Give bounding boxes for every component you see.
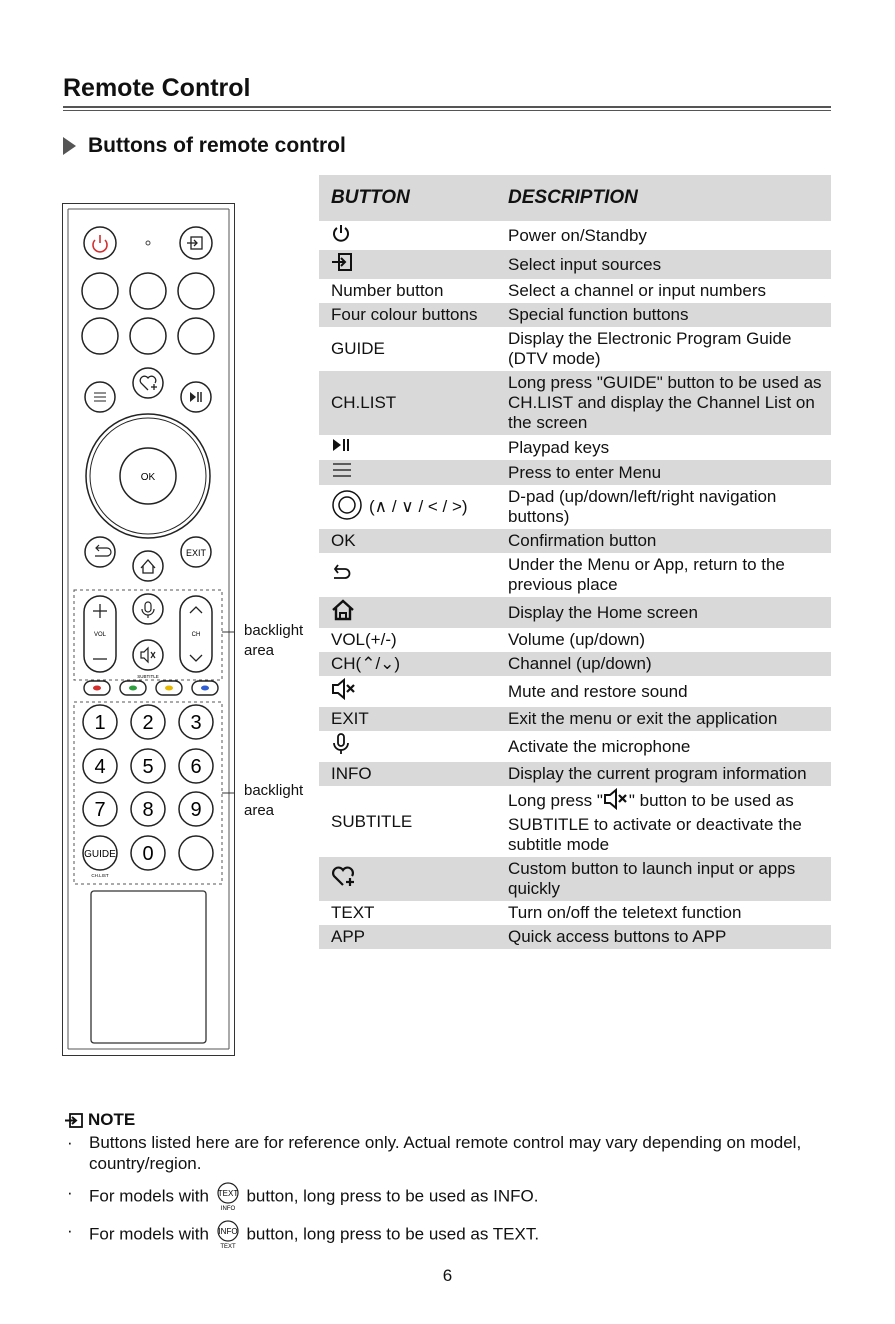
dpad-icon [331, 489, 363, 526]
number-key [131, 705, 165, 739]
button-cell [319, 857, 496, 901]
button-cell [319, 652, 496, 676]
description-cell: Custom button to launch input or apps quickly [496, 857, 831, 901]
home-button [133, 551, 163, 581]
table-row [319, 529, 831, 553]
mute-icon [603, 788, 629, 815]
input-source-icon [331, 252, 353, 277]
custom-heart-button [133, 368, 163, 398]
colour-button [84, 681, 110, 695]
channel-rocker [180, 596, 212, 672]
back-icon [331, 564, 351, 587]
description-cell: Exit the menu or exit the application [496, 707, 831, 731]
number-key-label: 0 [142, 843, 154, 865]
backlight-callout-top: backlight area [244, 622, 304, 659]
button-cell [319, 529, 496, 553]
table-row [319, 435, 831, 460]
microphone-icon [331, 733, 351, 760]
button-name: INFO [331, 764, 372, 784]
button-cell [319, 327, 496, 371]
menu-icon [331, 462, 353, 483]
number-key-label: 6 [190, 756, 202, 778]
number-key-label: 8 [142, 799, 154, 821]
description-cell: Long press " " button to be used as SUBTITLE to activate or deactivate the subtitle mode [496, 786, 831, 857]
table-row [319, 901, 831, 925]
ok-key-label: OK [140, 472, 156, 483]
mute-icon [331, 678, 357, 705]
description-cell: Under the Menu or App, return to the previous place [508, 555, 785, 595]
header-button: BUTTON [319, 175, 496, 221]
number-key [83, 749, 117, 783]
description-cell: Mute and restore sound [508, 681, 688, 701]
play-pause-icon [331, 437, 353, 458]
button-name: OK [331, 531, 356, 551]
button-cell [319, 762, 496, 786]
svg-text:TEXT: TEXT [217, 1189, 238, 1198]
table-row [319, 460, 831, 485]
table-row [319, 762, 831, 786]
blank-button [179, 836, 213, 870]
number-key [179, 705, 213, 739]
dpad [86, 414, 210, 538]
menu-button [85, 382, 115, 412]
button-cell [319, 901, 496, 925]
description-cell: Turn on/off the teletext function [508, 903, 742, 923]
button-name: CH.LIST [331, 393, 397, 412]
table-row [319, 731, 831, 762]
table-header-row [319, 175, 831, 221]
microphone-button [133, 594, 163, 624]
table-row [319, 485, 831, 529]
text-info-button-icon [214, 1182, 242, 1212]
number-key-label: 4 [94, 756, 106, 778]
home-icon [331, 599, 355, 626]
button-name: CH(⌃/⌄) [331, 654, 401, 674]
description-cell: Power on/Standby [508, 225, 647, 245]
number-key [179, 749, 213, 783]
button-name: Four colour buttons [331, 305, 478, 324]
info-text-button-icon [214, 1220, 242, 1250]
number-key-label: 3 [190, 712, 202, 734]
button-cell [319, 731, 496, 762]
mute-button [133, 640, 163, 679]
number-key-label: 9 [190, 799, 202, 821]
guide-button [83, 836, 117, 878]
triangle-bullet-icon [63, 137, 76, 155]
button-name: Number button [331, 281, 444, 300]
table-row [319, 707, 831, 731]
subtitle-key-label: SUBTITLE [137, 674, 159, 679]
button-name: APP [331, 927, 366, 947]
table-row [319, 786, 831, 857]
table-row [319, 279, 831, 303]
table-row [319, 676, 831, 707]
number-key-label: 7 [94, 799, 106, 821]
number-pad [83, 705, 213, 870]
description-cell: D-pad (up/down/left/right navigation buttons) [508, 487, 777, 527]
button-cell [319, 435, 496, 460]
button-cell [319, 371, 496, 435]
button-cell [319, 303, 496, 327]
button-cell [319, 786, 496, 857]
number-key [131, 836, 165, 870]
description-cell: Display the current program information [496, 762, 831, 786]
description-cell: Channel (up/down) [496, 652, 831, 676]
svg-text:TEXT: TEXT [220, 1244, 236, 1250]
page-number: 6 [442, 1266, 453, 1285]
exit-key-label: EXIT [185, 548, 207, 558]
ch-key-label: CH [191, 632, 201, 638]
header-description: DESCRIPTION [496, 175, 831, 221]
vol-key-label: VOL [93, 632, 107, 638]
note-text: Buttons listed here are for reference only. Actual remote control may vary depending on model, country/region. [89, 1133, 802, 1173]
title-rule [63, 106, 831, 111]
exit-button [181, 537, 211, 567]
button-cell [319, 221, 496, 250]
button-name: GUIDE [331, 339, 385, 358]
description-cell: Select a channel or input numbers [508, 281, 766, 300]
table-row [319, 553, 831, 597]
backlight-callout-bottom: backlight area [244, 782, 304, 819]
chlist-key-label: CH.LIST [91, 873, 109, 878]
description-cell: Display the Electronic Program Guide (DTV mode) [508, 329, 792, 368]
button-cell [319, 925, 496, 949]
button-name: TEXT [331, 903, 375, 923]
description-cell: Activate the microphone [508, 736, 691, 756]
description-cell: Volume (up/down) [508, 630, 646, 650]
number-key [83, 792, 117, 826]
power-button [84, 227, 116, 259]
note-list [64, 1132, 839, 1258]
custom-heart-icon [331, 865, 357, 894]
button-name: (∧ / ∨ / < / >) [369, 496, 468, 516]
table-row [319, 250, 831, 279]
button-cell [319, 707, 496, 731]
button-name: SUBTITLE [331, 811, 413, 831]
table-row [319, 652, 831, 676]
description-cell: Press to enter Menu [496, 460, 831, 485]
table-row [319, 628, 831, 652]
button-description-table [319, 175, 831, 949]
back-button [85, 537, 115, 567]
button-cell [319, 460, 496, 485]
button-cell [319, 597, 496, 628]
button-cell [319, 485, 496, 529]
number-key [131, 792, 165, 826]
description-cell: Select input sources [496, 250, 831, 279]
button-cell [319, 628, 496, 652]
button-cell [319, 553, 496, 597]
note-heading [64, 1110, 135, 1130]
section-heading [63, 134, 346, 158]
colour-button [156, 681, 182, 695]
description-cell: Long press "GUIDE" button to be used as CH.LIST and display the Channel List on the screen [496, 371, 831, 435]
indicator-light [146, 241, 150, 245]
table-row [319, 303, 831, 327]
note-arrow-icon [64, 1113, 83, 1128]
volume-rocker [84, 596, 116, 672]
number-key-label: 5 [142, 756, 154, 778]
svg-text:INFO: INFO [218, 1227, 238, 1236]
guide-key-label: GUIDE [84, 849, 116, 860]
description-cell: Display the Home screen [496, 597, 831, 628]
button-cell [319, 250, 496, 279]
remote-control-drawing [62, 203, 235, 1056]
colour-button [120, 681, 146, 695]
colour-button [192, 681, 218, 695]
number-key-label: 1 [94, 712, 106, 734]
table-row [319, 597, 831, 628]
number-key [179, 792, 213, 826]
button-cell [319, 279, 496, 303]
note-item: · For models with INFO TEXT button, long press to be used as TEXT. [67, 1221, 540, 1250]
table-row [319, 221, 831, 250]
number-key-label: 2 [142, 712, 154, 734]
svg-text:INFO: INFO [220, 1206, 235, 1212]
table-row [319, 925, 831, 949]
number-key [131, 749, 165, 783]
app-buttons-blank [82, 273, 214, 354]
note-title: NOTE [88, 1110, 136, 1129]
description-cell: Quick access buttons to APP [496, 925, 831, 949]
input-source-button [180, 227, 212, 259]
description-cell: Playpad keys [508, 437, 610, 457]
table-row [319, 857, 831, 901]
section-title: Buttons of remote control [88, 134, 346, 157]
note-item: · Buttons listed here are for reference only. Actual remote control may vary depending on model, country/region. [67, 1133, 802, 1173]
table-row [319, 327, 831, 371]
colour-buttons [84, 681, 218, 695]
table-row [319, 371, 831, 435]
note-item: · For models with TEXT INFO button, long press to be used as INFO. [67, 1183, 539, 1212]
power-icon [331, 223, 351, 248]
play-pause-button [181, 382, 211, 412]
page-title: Remote Control [63, 74, 251, 102]
button-name: EXIT [331, 709, 369, 729]
touchpad-area [91, 891, 206, 1043]
description-cell: Special function buttons [496, 303, 831, 327]
button-name: VOL(+/-) [331, 630, 397, 650]
button-cell [319, 676, 496, 707]
description-cell: Confirmation button [496, 529, 831, 553]
number-key [83, 705, 117, 739]
